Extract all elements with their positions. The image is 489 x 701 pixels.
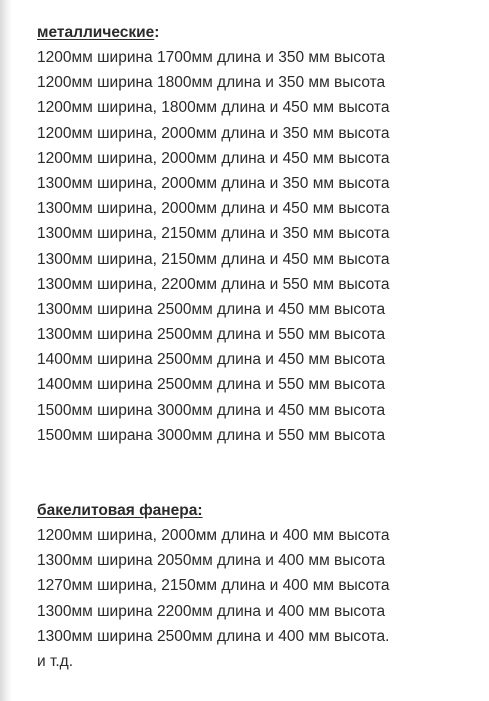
list-item: 1500мм ширана 3000мм длина и 550 мм высота [37, 426, 386, 444]
document-content [37, 20, 482, 674]
list-item: 1300мм ширина 2500мм длина и 450 мм высота [37, 300, 386, 318]
list-item: 1300мм ширина 2200мм длина и 400 мм высота [37, 602, 386, 620]
list-item: 1300мм ширина 2500мм длина и 550 мм высота [37, 326, 386, 344]
list-item: 1400мм ширина 2500мм длина и 450 мм высота [37, 351, 386, 369]
list-item: 1200мм ширина 1800мм длина и 350 мм высота [37, 74, 386, 92]
list-item: 1300мм ширина 2050мм длина и 400 мм высота [37, 552, 386, 570]
list-item: 1300мм ширина, 2000мм длина и 450 мм высота [37, 200, 390, 218]
section-title-bakelite-text: бакелитовая фанера: [37, 502, 203, 519]
section-spacer [37, 448, 482, 498]
list-item: 1400мм ширина 2500мм длина и 550 мм высота [37, 376, 386, 394]
list-item: 1300мм ширина, 2000мм длина и 350 мм высота [37, 174, 390, 192]
list-item: 1200мм ширина, 2000мм длина и 350 мм высота [37, 124, 390, 142]
list-item: 1270мм ширина, 2150мм длина и 400 мм высота [37, 577, 390, 595]
section-title-metal-text: металлические [37, 24, 155, 41]
list-item: 1200мм ширина, 1800мм длина и 450 мм высота [37, 99, 390, 117]
footer-etc: и т.д. [37, 652, 74, 670]
list-item: 1200мм ширина, 2000мм длина и 450 мм высота [37, 149, 390, 167]
list-item: 1200мм ширина, 2000мм длина и 400 мм высота [37, 527, 390, 544]
section-title-metal-colon: : [154, 24, 160, 41]
list-item: 1300мм ширина 2500мм длина и 400 мм высота. [37, 627, 390, 645]
list-item: 1500мм ширина 3000мм длина и 450 мм высота [37, 401, 386, 419]
list-item: 1300мм ширина, 2150мм длина и 350 мм высота [37, 225, 390, 243]
list-item: 1300мм ширина, 2150мм длина и 450 мм высота [37, 250, 390, 268]
section-title-bakelite [37, 498, 482, 523]
section-title-metal [37, 20, 482, 45]
bakelite-size-list [37, 523, 482, 649]
metal-size-list [37, 45, 482, 448]
list-item: 1200мм ширина 1700мм длина и 350 мм высота [37, 49, 386, 66]
page-edge-shadow [0, 0, 12, 701]
list-item: 1300мм ширина, 2200мм длина и 550 мм высота [37, 275, 390, 293]
